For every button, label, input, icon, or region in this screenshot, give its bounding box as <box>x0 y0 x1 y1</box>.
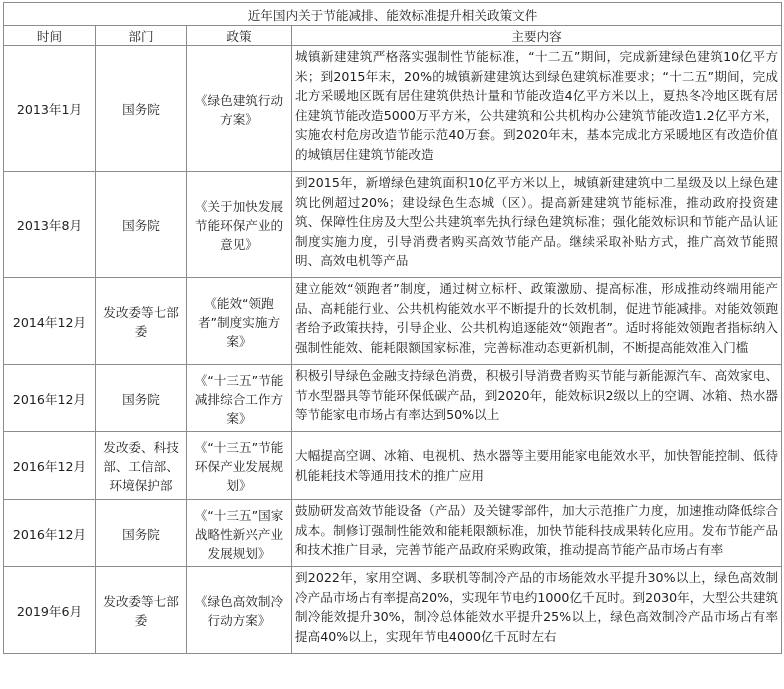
row-policy: 《绿色高效制冷行动方案》 <box>187 567 292 654</box>
row-policy: 《“十三五”国家战略性新兴产业发展规划》 <box>187 500 292 567</box>
table-row <box>4 567 782 654</box>
row-policy: 《“十三五”节能环保产业发展规划》 <box>187 432 292 500</box>
header-row <box>4 26 782 46</box>
table-title-row <box>4 3 782 26</box>
row-policy: 《关于加快发展节能环保产业的意见》 <box>187 172 292 278</box>
table-title: 近年国内关于节能减排、能效标准提升相关政策文件 <box>4 3 782 26</box>
table-row <box>4 172 782 278</box>
row-content: 到2015年，新增绿色建筑面积10亿平方米以上，城镇新建建筑中二星级及以上绿色建筑比例超过20%；建设绿色生态城（区）。提高新建建筑节能标准，推动政府投资建筑、保障性住房及大型公共建筑率先执行绿色建筑标准；强化能效标识和节能产品认证制度实施力度，引导消费者购买高效节能产品。继续采取补贴方式，推广高效节能照明、高效电机等产品 <box>292 172 782 278</box>
row-time: 2016年12月 <box>4 365 96 432</box>
row-department: 发改委等七部委 <box>96 278 187 365</box>
header-time: 时间 <box>4 26 96 46</box>
row-policy: 《绿色建筑行动方案》 <box>187 46 292 172</box>
row-time: 2019年6月 <box>4 567 96 654</box>
row-content: 鼓励研发高效节能设备（产品）及关键零部件，加大示范推广力度，加速推动降低综合成本。制修订强制性能效和能耗限额标准，加快节能科技成果转化应用。发布节能产品和技术推广目录，完善节能产品政府采购政策，推动提高节能产品市场占有率 <box>292 500 782 567</box>
row-content: 大幅提高空调、冰箱、电视机、热水器等主要用能家电能效水平，加快智能控制、低待机能耗技术等通用技术的推广应用 <box>292 432 782 500</box>
table-row <box>4 432 782 500</box>
row-content: 建立能效“领跑者”制度，通过树立标杆、政策激励、提高标准，形成推动终端用能产品、高耗能行业、公共机构能效水平不断提升的长效机制，促进节能减排。对能效领跑者给予政策扶持，引导企业、公共机构追逐能效“领跑者”。适时将能效领跑者指标纳入强制性能效、能耗限额国家标准，完善标准动态更新机制，不断提高能效准入门槛 <box>292 278 782 365</box>
table-row <box>4 500 782 567</box>
row-time: 2013年1月 <box>4 46 96 172</box>
row-department: 发改委、科技部、工信部、环境保护部 <box>96 432 187 500</box>
row-time: 2016年12月 <box>4 432 96 500</box>
header-policy: 政策 <box>187 26 292 46</box>
row-time: 2014年12月 <box>4 278 96 365</box>
row-content: 到2022年，家用空调、多联机等制冷产品的市场能效水平提升30%以上，绿色高效制冷产品市场占有率提高20%，实现年节电约1000亿千瓦时。到2030年，大型公共建筑制冷能效提升30%，制冷总体能效水平提升25%以上，绿色高效制冷产品市场占有率提高40%以上，实现年节电4000亿千瓦时左右 <box>292 567 782 654</box>
row-time: 2013年8月 <box>4 172 96 278</box>
policy-table <box>3 2 782 654</box>
row-time: 2016年12月 <box>4 500 96 567</box>
row-department: 国务院 <box>96 365 187 432</box>
row-department: 国务院 <box>96 172 187 278</box>
row-content: 积极引导绿色金融支持绿色消费，积极引导消费者购买节能与新能源汽车、高效家电、节水型器具等节能环保低碳产品，到2020年，能效标识2级以上的空调、冰箱、热水器等节能家电市场占有率达到50%以上 <box>292 365 782 432</box>
row-department: 国务院 <box>96 46 187 172</box>
header-content: 主要内容 <box>292 26 782 46</box>
row-department: 发改委等七部委 <box>96 567 187 654</box>
row-policy: 《“十三五”节能减排综合工作方案》 <box>187 365 292 432</box>
table-row <box>4 365 782 432</box>
table-row <box>4 278 782 365</box>
row-department: 国务院 <box>96 500 187 567</box>
row-content: 城镇新建建筑严格落实强制性节能标准，“十二五”期间，完成新建绿色建筑10亿平方米；到2015年末，20%的城镇新建建筑达到绿色建筑标准要求；“十二五”期间，完成北方采暖地区既有居住建筑供热计量和节能改造4亿平方米以上，夏热冬冷地区既有居住建筑节能改造5000万平方米，公共建筑和公共机构办公建筑节能改造1.2亿平方米，实施农村危房改造节能示范40万套。到2020年末，基本完成北方采暖地区有改造价值的城镇居住建筑节能改造 <box>292 46 782 172</box>
header-department: 部门 <box>96 26 187 46</box>
row-policy: 《能效“领跑者”制度实施方案》 <box>187 278 292 365</box>
table-row <box>4 46 782 172</box>
